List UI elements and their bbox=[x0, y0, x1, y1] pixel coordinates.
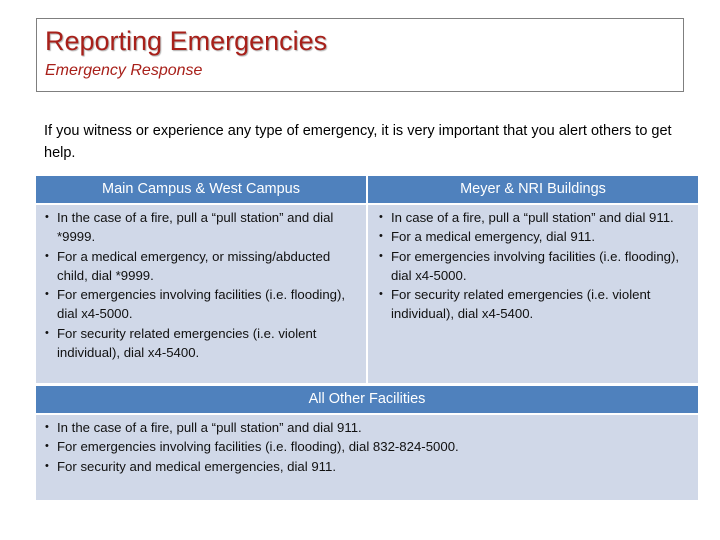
bullet-icon: • bbox=[45, 288, 49, 301]
bullet-icon: • bbox=[379, 288, 383, 301]
list-item: • In case of a fire, pull a “pull station” and dial 911. bbox=[374, 208, 692, 227]
bullet-icon: • bbox=[45, 421, 49, 433]
title-box bbox=[36, 18, 684, 92]
list-item: • In the case of a fire, pull a “pull station” and dial *9999. bbox=[45, 210, 334, 245]
other-facilities-heading: All Other Facilities bbox=[36, 386, 698, 413]
bullet-icon: • bbox=[45, 440, 49, 453]
bullet-icon: • bbox=[45, 326, 49, 339]
bullet-icon: • bbox=[379, 211, 383, 223]
other-facilities-list bbox=[40, 418, 694, 476]
list-item: • In the case of a fire, pull a “pull station” and dial 911. bbox=[40, 418, 694, 437]
list-item: • For a medical emergency, dial 911. bbox=[374, 227, 692, 246]
meyer-nri-heading: Meyer & NRI Buildings bbox=[368, 176, 698, 203]
other-facilities-cell bbox=[36, 415, 698, 500]
meyer-nri-cell bbox=[368, 205, 698, 383]
bullet-icon: • bbox=[379, 230, 383, 243]
list-item: • For security related emergencies (i.e. violent individual), dial x4-5400. bbox=[379, 287, 651, 322]
list-item: • For emergencies involving facilities (i.e. flooding), dial x4-5000. bbox=[379, 248, 680, 283]
list-item: • For security related emergencies (i.e. violent individual), dial x4-5400. bbox=[45, 325, 317, 361]
meyer-nri-list bbox=[374, 208, 692, 324]
list-item: • For a medical emergency, or missing/abducted child, dial *9999. bbox=[45, 248, 331, 283]
main-campus-list bbox=[40, 208, 362, 362]
intro-text: If you witness or experience any type of emergency, it is very important that you alert others to get help. bbox=[44, 123, 672, 161]
bullet-icon: • bbox=[379, 249, 383, 262]
bullet-icon: • bbox=[45, 211, 49, 223]
page-subtitle: Emergency Response bbox=[45, 62, 203, 79]
main-campus-cell bbox=[36, 205, 366, 383]
emergency-table bbox=[36, 176, 698, 500]
list-item: • For emergencies involving facilities (i.e. flooding), dial x4-5000. bbox=[45, 287, 346, 322]
bullet-icon: • bbox=[45, 459, 49, 472]
list-item: • For security and medical emergencies, dial 911. bbox=[40, 457, 694, 476]
bullet-icon: • bbox=[45, 249, 49, 262]
main-campus-heading: Main Campus & West Campus bbox=[36, 176, 366, 203]
list-item: • For emergencies involving facilities (i.e. flooding), dial 832-824-5000. bbox=[40, 437, 694, 456]
page-title: Reporting Emergencies bbox=[45, 26, 328, 56]
